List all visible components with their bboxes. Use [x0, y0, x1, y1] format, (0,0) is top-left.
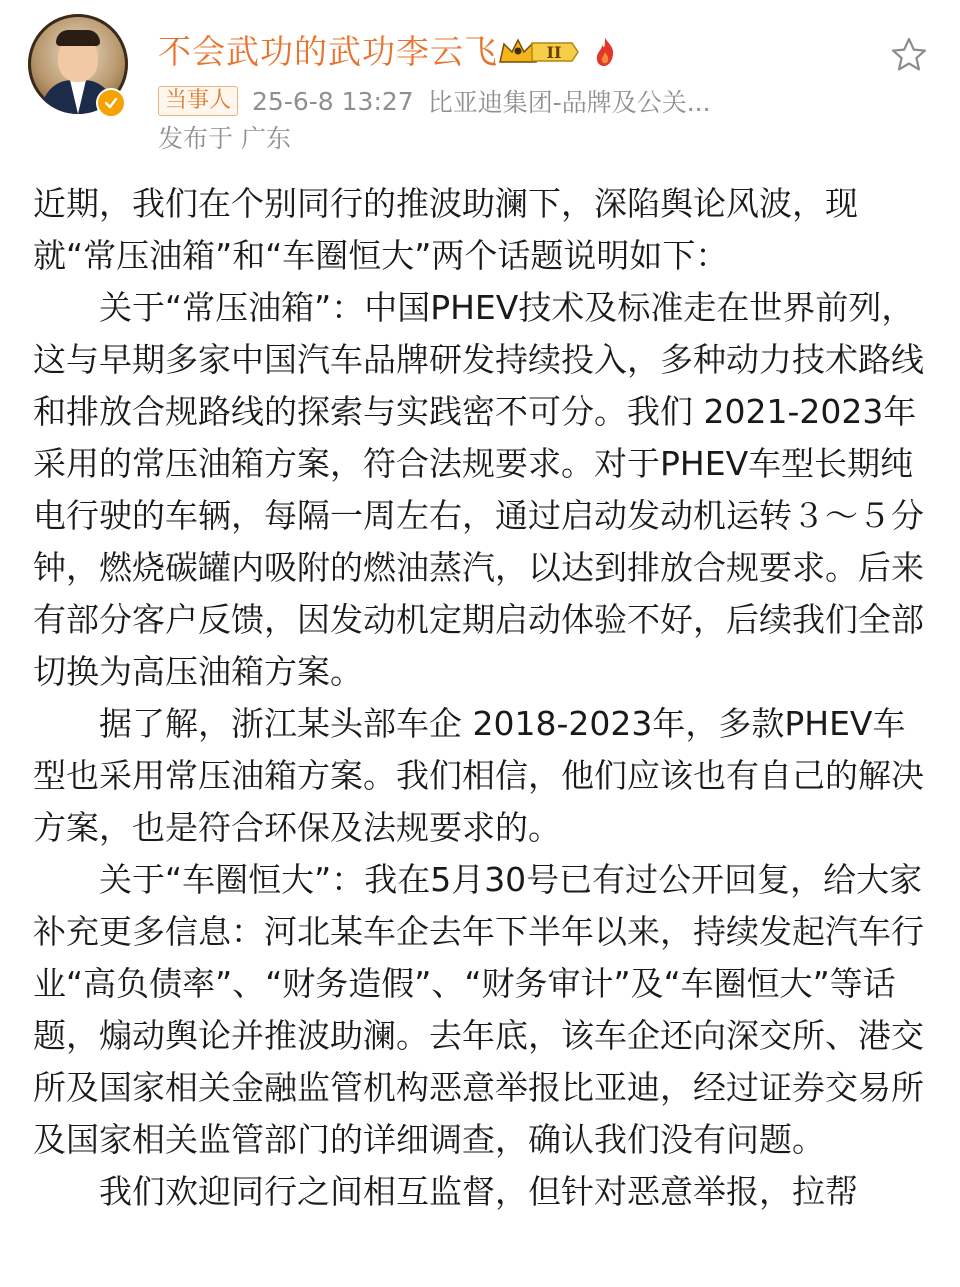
star-icon[interactable] — [890, 36, 928, 74]
post-timestamp: 25-6-8 13:27 — [252, 86, 414, 116]
post-paragraph: 近期，我们在个别同行的推波助澜下，深陷舆论风波，现就“常压油箱”和“车圈恒大”两个话题说明如下： — [33, 184, 858, 275]
post-paragraph: 关于“车圈恒大”：我在5月30号已有过公开回复，给大家补充更多信息：河北某车企去年下半年以来，持续发起汽车行业“高负债率”、“财务造假”、“财务审计”及“车圈恒大”等话题，煽动舆论并推波助澜。去年底，该车企还向深交所、港交所及国家相关金融监管机构恶意举报比亚迪，经过证券交易所及国家相关监管部门的详细调查，确认我们没有问题。 — [33, 860, 924, 1159]
post-location: 发布于 广东 — [158, 124, 291, 153]
fire-icon — [592, 36, 618, 68]
verified-badge-icon — [96, 88, 126, 118]
level-badge-text: II — [546, 43, 562, 62]
role-tag: 当事人 — [158, 86, 238, 116]
post-paragraph: 我们欢迎同行之间相互监督，但针对恶意举报，拉帮 — [99, 1172, 858, 1211]
post-body — [33, 178, 933, 1218]
crown-level-icon[interactable] — [498, 36, 580, 68]
post-header — [0, 0, 960, 170]
author-name[interactable]: 不会武功的武功李云飞 — [158, 32, 498, 71]
post-meta-row — [158, 84, 711, 118]
avatar-hair — [56, 30, 100, 46]
post-paragraph: 据了解，浙江某头部车企 2018-2023年，多款PHEV车型也采用常压油箱方案。我们相信，他们应该也有自己的解决方案，也是符合环保及法规要求的。 — [33, 704, 924, 847]
post-paragraph: 关于“常压油箱”：中国PHEV技术及标准走在世界前列，这与早期多家中国汽车品牌研发持续投入，多种动力技术路线和排放合规路线的探索与实践密不可分。我们 2021-2023年采用的常压油箱方案，符合法规要求。对于PHEV车型长期纯电行驶的车辆，每隔一周左右，通过启动发动机运转３～５分钟，燃烧碳罐内吸附的燃油蒸汽，以达到排放合规要求。后来有部分客户反馈，因发动机定期启动体验不好，后续我们全部切换为高压油箱方案。 — [33, 288, 924, 691]
author-affiliation[interactable]: 比亚迪集团-品牌及公关... — [427, 88, 711, 117]
